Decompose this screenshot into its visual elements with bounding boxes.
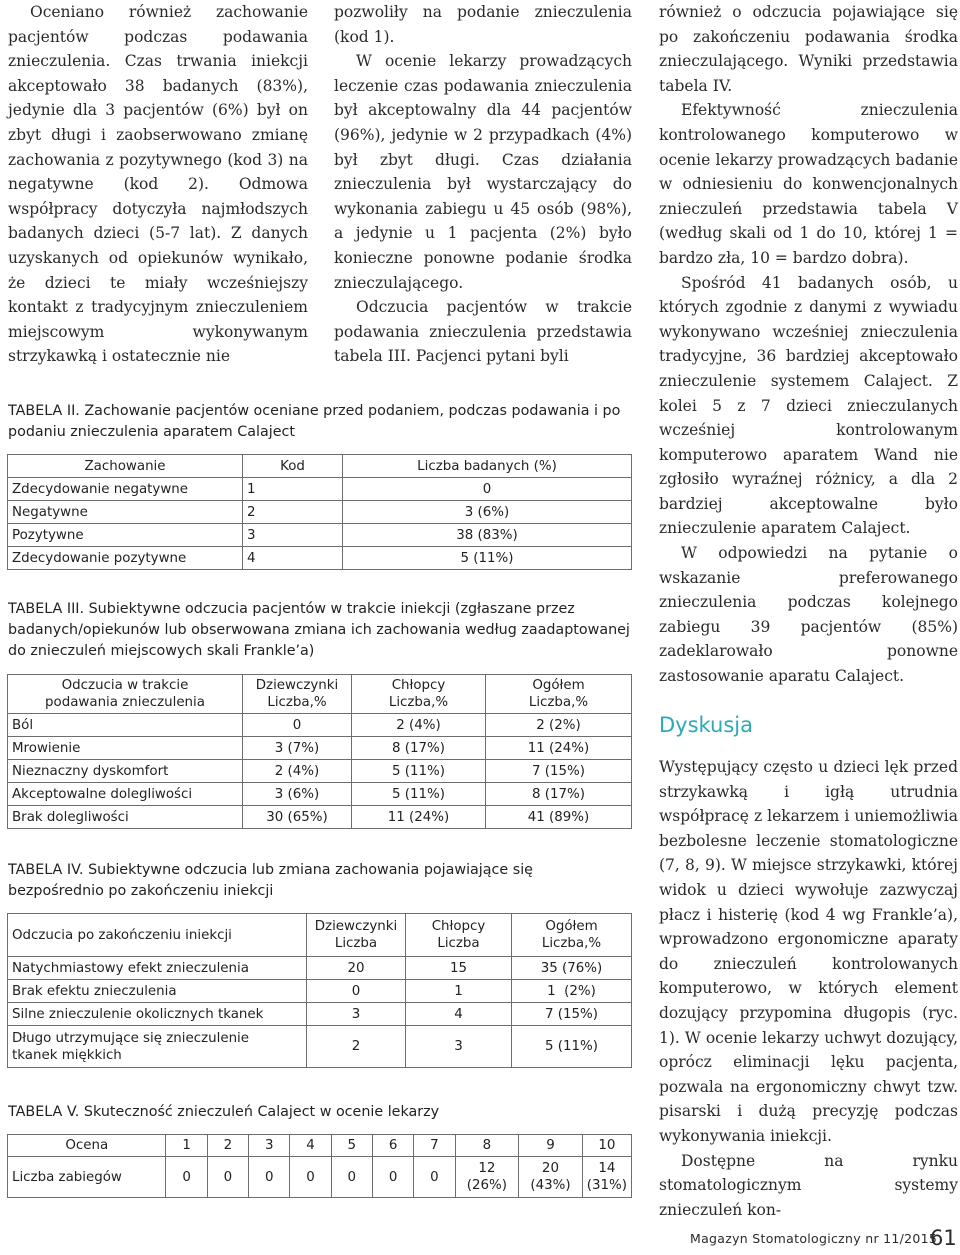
body-paragraph: Dostępne na rynku stomatologicznym systemy znieczuleń kon- — [659, 1151, 958, 1219]
table-cell: Akceptowalne dolegliwości — [8, 783, 243, 806]
table-row — [8, 1157, 632, 1198]
table-header: 2 — [207, 1135, 248, 1157]
table-caption-text: Skuteczność znieczuleń Calaject w ocenie lekarzy — [83, 1104, 440, 1120]
table-cell: 11 (24%) — [486, 737, 632, 760]
section-heading: Dyskusja — [659, 713, 754, 737]
left-column — [8, 0, 308, 369]
table-cell: 3 — [307, 1003, 406, 1026]
table-row — [8, 806, 632, 829]
table-header: Ogółem Liczba,% — [486, 675, 632, 714]
table-header: Dziewczynki Liczba — [307, 914, 406, 957]
body-paragraph: Odczucia pacjentów w trakcie podawania znieczulenia przedstawia tabela III. Pacjenci pytani byli — [334, 298, 632, 366]
table-cell: 0 — [343, 478, 632, 501]
table-cell: 0 — [372, 1157, 413, 1198]
middle-column — [334, 0, 632, 369]
table-row — [8, 547, 632, 570]
table-caption-text: Subiektywne odczucia lub zmiana zachowania pojawiające się bezpośrednio po zakończeniu iniekcji — [8, 862, 533, 899]
table-caption-text: Subiektywne odczucia pacjentów w trakcie iniekcji (zgłaszane przez badanych/opiekunów lub obserwowana zmiana ich zachowania według zaadaptowanej do znieczuleń miejscowych skali Frankle’a) — [8, 601, 630, 659]
table-cell: Ból — [8, 714, 243, 737]
body-paragraph: W ocenie lekarzy prowadzących leczenie czas podawania znieczulenia był akceptowalny dla 44 pacjentów (96%), jedynie w 2 przypadkach (4%) był zbyt długi. Czas działania znieczulenia był wystarczający do wykonania zabiegu u 45 osób (98%), a jedynie u 1 pacjenta (2%) było konieczne ponowne podanie środka znieczulającego. — [334, 52, 632, 292]
table-row — [8, 760, 632, 783]
table-cell: 2 — [243, 501, 343, 524]
table-cell: Brak dolegliwości — [8, 806, 243, 829]
table-cell: 5 (11%) — [512, 1026, 632, 1068]
table-header: 6 — [372, 1135, 413, 1157]
table-cell: Brak efektu znieczulenia — [8, 980, 307, 1003]
table-header: 1 — [166, 1135, 207, 1157]
page-number: 61 — [930, 1226, 957, 1250]
table-header: 7 — [414, 1135, 455, 1157]
table-cell: 8 (17%) — [486, 783, 632, 806]
table-header: 5 — [331, 1135, 372, 1157]
table-cell: 0 — [249, 1157, 290, 1198]
table-cell: 3 (6%) — [343, 501, 632, 524]
table-cell: 0 — [207, 1157, 248, 1198]
right-column-lower — [659, 755, 958, 1222]
table-cell: 20 (43%) — [519, 1157, 583, 1198]
table-cell: 5 (11%) — [343, 547, 632, 570]
table-cell: 2 — [307, 1026, 406, 1068]
table-cell: 30 (65%) — [243, 806, 352, 829]
table-row — [8, 501, 632, 524]
table-header: Kod — [243, 455, 343, 478]
table-cell: 4 — [243, 547, 343, 570]
table-row — [8, 957, 632, 980]
body-paragraph: W odpowiedzi na pytanie o wskazanie preferowanego znieczulenia podczas kolejnego zabiegu 39 pacjentów (85%) zadeklarowało ponowne zastosowanie aparatu Calaject. — [659, 544, 958, 686]
table-caption — [8, 599, 633, 662]
table-cell: 7 (15%) — [512, 1003, 632, 1026]
table-label: TABELA II. — [8, 403, 80, 419]
table-header: Ogółem Liczba,% — [512, 914, 632, 957]
table-label: TABELA IV. — [8, 862, 84, 878]
body-paragraph: Oceniano również zachowanie pacjentów podczas podawania znieczulenia. Czas trwania iniekcji akceptowało 38 badanych (83%), jedynie dla 3 pacjentów (6%) był on zbyt długi i zaobserwowano zmianę zachowania z pozytywnego (kod 3) na negatywne (kod 2). Odmowa współpracy dotyczyła najmłodszych badanych dzieci (5-7 lat). Z danych uzyskanych od opiekunów wynikało, że dzieci te miały wcześniejszy kontakt z tradycyjnym znieczuleniem miejscowym wykonywanym strzykawką i ostatecznie nie — [8, 3, 308, 366]
table-row — [8, 737, 632, 760]
table-cell: 3 (6%) — [243, 783, 352, 806]
table-cell: 14 (31%) — [582, 1157, 631, 1198]
table-cell: 8 (17%) — [352, 737, 486, 760]
body-paragraph: pozwoliły na podanie znieczulenia (kod 1). — [334, 3, 632, 46]
body-paragraph: Występujący często u dzieci lęk przed strzykawką i igłą utrudnia współpracę z lekarzem i uniemożliwia bezbolesne leczenie stomatologiczne (7, 8, 9). W miejsce strzykawki, której widok u dzieci wywołuje zazwyczaj płacz i histerię (kod 4 wg Frankle’a), wprowadzono ergonomiczne aparaty do znieczuleń kontrolowanych komputerowo, w których element dozujący przypomina długopis (ryc. 1). W ocenie lekarzy uchwyt dozujący, oprócz eliminacji lęku pacjenta, pozwala na ergonomiczny chwyt tzw. pisarski i dużą precyzję podczas wykonywania iniekcji. — [659, 758, 958, 1145]
table-row — [8, 783, 632, 806]
table-header: 3 — [249, 1135, 290, 1157]
table-header: 8 — [455, 1135, 519, 1157]
table-cell: 0 — [290, 1157, 331, 1198]
table-cell: Zdecydowanie pozytywne — [8, 547, 243, 570]
table-header: Ocena — [8, 1135, 166, 1157]
table-cell: 3 — [243, 524, 343, 547]
table-cell: Nieznaczny dyskomfort — [8, 760, 243, 783]
magazine-footer: Magazyn Stomatologiczny nr 11/2015 — [690, 1231, 938, 1246]
table-cell: 38 (83%) — [343, 524, 632, 547]
table-cell: 3 — [406, 1026, 512, 1068]
table-cell: 2 (4%) — [243, 760, 352, 783]
table-cell: 12 (26%) — [455, 1157, 519, 1198]
table-cell: Liczba zabiegów — [8, 1157, 166, 1198]
table-cell: 2 (2%) — [486, 714, 632, 737]
table-cell: 5 (11%) — [352, 783, 486, 806]
table-cell: 4 — [406, 1003, 512, 1026]
table-cell: 2 (4%) — [352, 714, 486, 737]
table-cell: 3 (7%) — [243, 737, 352, 760]
table-cell: Zdecydowanie negatywne — [8, 478, 243, 501]
table-cell: 1 (2%) — [512, 980, 632, 1003]
table-cell: 0 — [243, 714, 352, 737]
table-cell: 35 (76%) — [512, 957, 632, 980]
table-row — [8, 1003, 632, 1026]
table-behavior — [7, 454, 632, 570]
body-paragraph: również o odczucia pojawiające się po zakończeniu podawania środka znieczulającego. Wyniki przedstawia tabela IV. — [659, 3, 958, 95]
table-cell: Natychmiastowy efekt znieczulenia — [8, 957, 307, 980]
table-caption — [8, 401, 633, 443]
table-header: Odczucia po zakończeniu iniekcji — [8, 914, 307, 957]
table-cell: 11 (24%) — [352, 806, 486, 829]
table-cell: 0 — [307, 980, 406, 1003]
table-cell: 1 — [243, 478, 343, 501]
table-header: 9 — [519, 1135, 583, 1157]
table-feelings-during — [7, 674, 632, 829]
table-cell: Długo utrzymujące się znieczulenie tkanek miękkich — [8, 1026, 307, 1068]
table-cell: 41 (89%) — [486, 806, 632, 829]
table-cell: 0 — [331, 1157, 372, 1198]
table-cell: Mrowienie — [8, 737, 243, 760]
table-row — [8, 714, 632, 737]
table-label: TABELA V. — [8, 1104, 80, 1120]
body-paragraph: Efektywność znieczulenia kontrolowanego komputerowo w ocenie lekarzy prowadzących badanie w odniesieniu do konwencjonalnych znieczuleń przedstawia tabela V (według skali od 1 do 10, której 1 = bardzo zła, 10 = bardzo dobra). — [659, 101, 958, 267]
table-cell: 0 — [166, 1157, 207, 1198]
table-feelings-after — [7, 913, 632, 1068]
table-cell: 15 — [406, 957, 512, 980]
table-caption — [8, 1102, 633, 1123]
table-cell: 0 — [414, 1157, 455, 1198]
table-cell: 5 (11%) — [352, 760, 486, 783]
table-header: Liczba badanych (%) — [343, 455, 632, 478]
table-header: Zachowanie — [8, 455, 243, 478]
body-paragraph: Spośród 41 badanych osób, u których zgodnie z danymi z wywiadu wykonywano wcześniej znieczulenia tradycyjne, 36 bardziej akceptowało znieczulenie systemem Calaject. Z kolei 5 z 7 dzieci znieczulanych wcześniej kontrolowanym komputerowo aparatem Wand nie zgłosiło wyraźnej różnicy, a dla 2 bardziej akceptowalne było znieczulenie aparatem Calaject. — [659, 273, 958, 538]
table-cell: 1 — [406, 980, 512, 1003]
table-row — [8, 524, 632, 547]
table-row — [8, 478, 632, 501]
right-column — [659, 0, 958, 689]
table-effectiveness — [7, 1134, 632, 1198]
table-header: 10 — [582, 1135, 631, 1157]
table-row — [8, 980, 632, 1003]
table-header: Dziewczynki Liczba,% — [243, 675, 352, 714]
table-row — [8, 1135, 632, 1157]
table-row — [8, 1026, 632, 1068]
table-header: Chłopcy Liczba,% — [352, 675, 486, 714]
table-cell: Pozytywne — [8, 524, 243, 547]
table-caption — [8, 860, 633, 902]
table-cell: 7 (15%) — [486, 760, 632, 783]
table-caption-text: Zachowanie pacjentów oceniane przed podaniem, podczas podawania i po podaniu znieczulenia aparatem Calaject — [8, 403, 621, 440]
table-cell: Negatywne — [8, 501, 243, 524]
table-cell: 20 — [307, 957, 406, 980]
table-header: Odczucia w trakcie podawania znieczulenia — [8, 675, 243, 714]
table-label: TABELA III. — [8, 601, 85, 617]
table-header: 4 — [290, 1135, 331, 1157]
table-header: Chłopcy Liczba — [406, 914, 512, 957]
table-cell: Silne znieczulenie okolicznych tkanek — [8, 1003, 307, 1026]
